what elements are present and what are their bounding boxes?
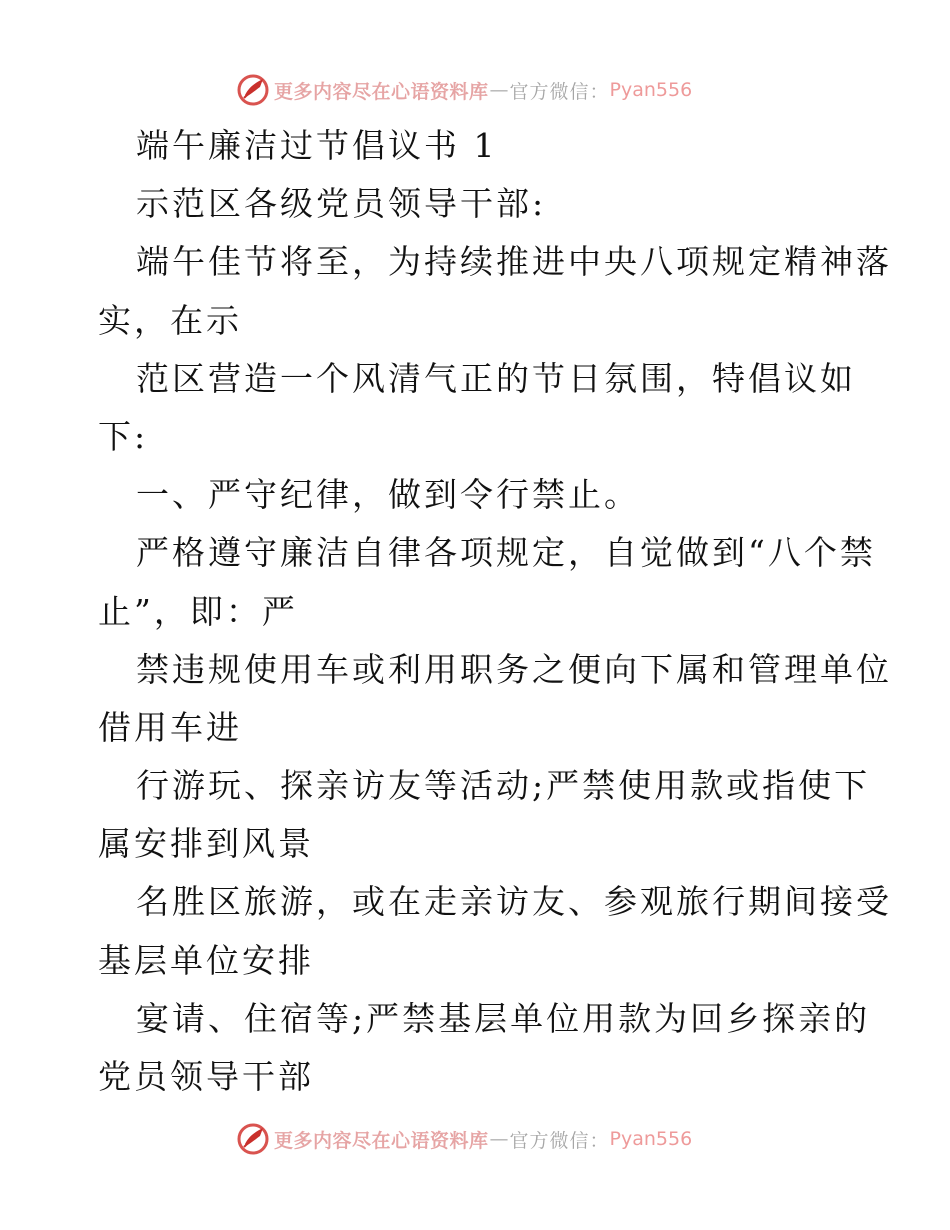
- paragraph-line: 借用车进: [98, 707, 242, 747]
- watermark-brand-text: 更多内容尽在心语资料库: [274, 80, 489, 103]
- paragraph-line: 宴请、住宿等;严禁基层单位用款为回乡探亲的: [136, 998, 871, 1038]
- paragraph-line: 禁违规使用车或利用职务之便向下属和管理单位: [136, 649, 892, 689]
- paragraph-line: 严格遵守廉洁自律各项规定，自觉做到“八个禁: [136, 533, 876, 573]
- watermark-wechat-id: Pyan556: [609, 79, 693, 101]
- document-title: 端午廉洁过节倡议书 1: [136, 126, 498, 165]
- watermark-wechat-label: 官方微信：: [509, 80, 610, 103]
- brush-logo-icon: [236, 73, 270, 107]
- header-watermark: [236, 73, 692, 107]
- paragraph-line: 范区营造一个风清气正的节日氛围，特倡议如: [136, 358, 856, 398]
- paragraph-line: 基层单位安排: [98, 940, 314, 980]
- paragraph-line: 止”，即：严: [98, 591, 298, 631]
- paragraph-line: 属安排到风景: [98, 824, 314, 864]
- brush-logo-icon: [236, 1122, 270, 1156]
- paragraph-line: 端午佳节将至，为持续推进中央八项规定精神落: [136, 242, 892, 282]
- section-heading: 一、严守纪律，做到令行禁止。: [136, 475, 640, 515]
- watermark-separator: —: [489, 79, 509, 101]
- watermark-wechat-label: 官方微信：: [509, 1129, 610, 1152]
- document-body: [98, 117, 892, 1106]
- paragraph-line: 实，在示: [98, 300, 242, 340]
- footer-watermark: [236, 1122, 692, 1156]
- document-salutation: 示范区各级党员领导干部:: [136, 184, 547, 224]
- paragraph-line: 下:: [98, 416, 149, 456]
- watermark-separator: —: [489, 1128, 509, 1150]
- watermark-brand-text: 更多内容尽在心语资料库: [274, 1129, 489, 1152]
- watermark-wechat-id: Pyan556: [609, 1128, 693, 1150]
- paragraph-line: 名胜区旅游，或在走亲访友、参观旅行期间接受: [136, 882, 892, 922]
- paragraph-line: 党员领导干部: [98, 1057, 314, 1096]
- paragraph-line: 行游玩、探亲访友等活动;严禁使用款或指使下: [136, 766, 871, 806]
